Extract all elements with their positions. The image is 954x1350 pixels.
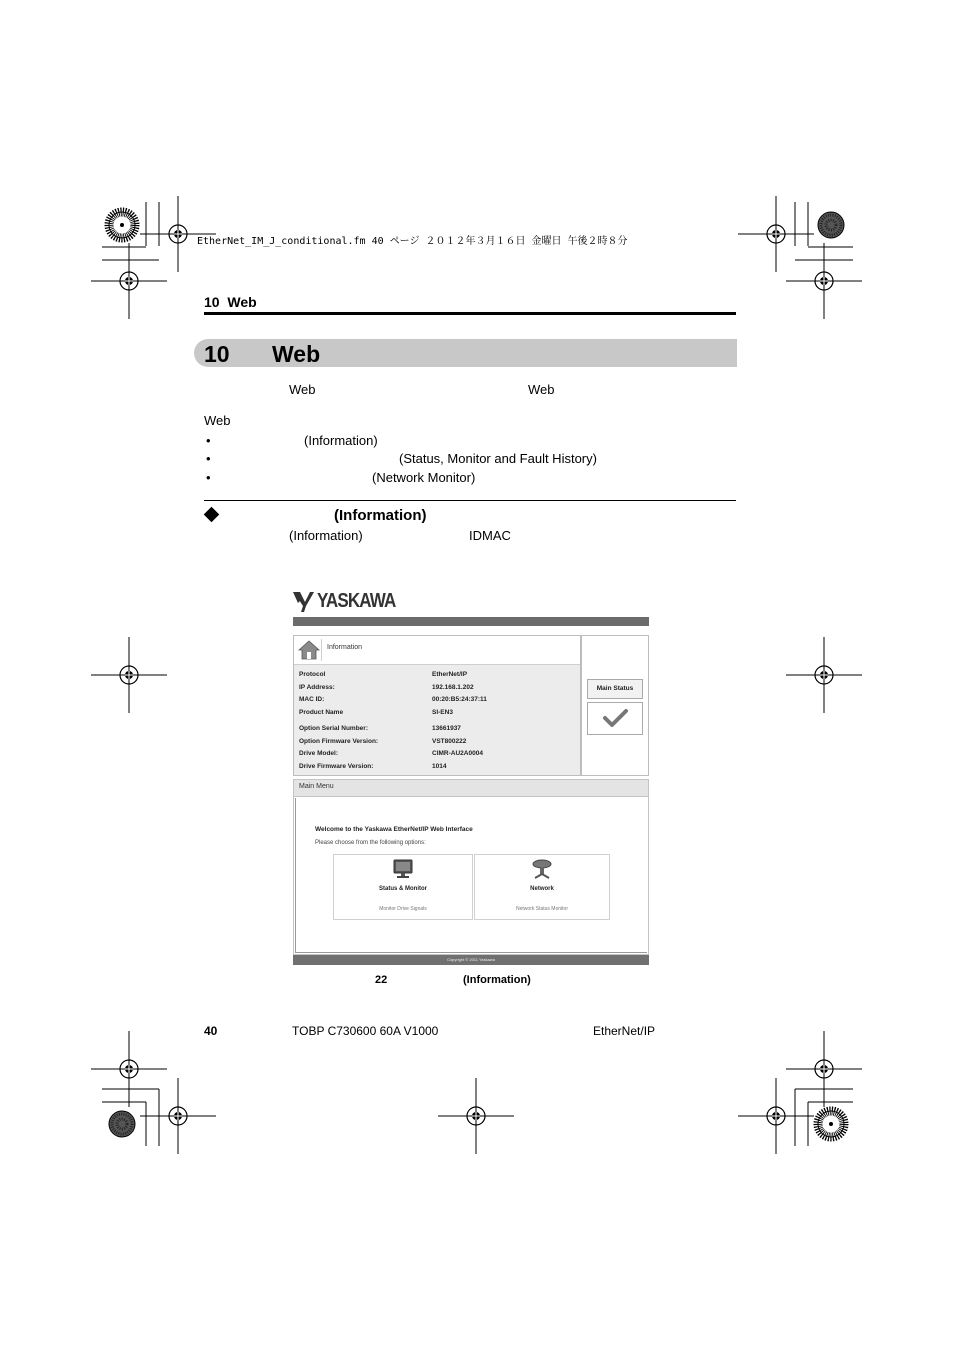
bullet-item: (Status, Monitor and Fault History) [399, 451, 597, 466]
product-name: EtherNet/IP [593, 1024, 656, 1038]
information-title: Information [327, 644, 363, 651]
list-intro: Web [204, 413, 231, 428]
running-header-number: 10 [204, 294, 220, 310]
bullet-mark: • [206, 470, 211, 485]
bullet-item: (Network Monitor) [372, 470, 476, 485]
main-menu-label: Main Menu [299, 783, 334, 790]
status-monitor-sub: Monitor Drive Signals [379, 906, 427, 912]
main-menu-bar [293, 779, 649, 797]
field-label: Option Serial Number: [299, 725, 368, 732]
section-title: (Information) [334, 507, 427, 524]
network-icon [531, 858, 553, 885]
choose-text: Please choose from the following options: [315, 840, 426, 846]
doc-code: TOBP C730600 60A V1000 [292, 1024, 439, 1038]
chapter-title: Web [272, 341, 321, 367]
page-number: 40 [204, 1024, 218, 1038]
yaskawa-logo [293, 588, 409, 614]
section-rule [204, 500, 736, 501]
intro-word-2: Web [528, 382, 555, 397]
logo-text: YASKAWA [317, 589, 396, 612]
running-header [204, 294, 257, 310]
field-label: Protocol [299, 671, 326, 678]
chapter-number: 10 [204, 341, 230, 367]
monitor-icon [392, 858, 414, 885]
field-value: EtherNet/IP [432, 671, 468, 678]
file-header: EtherNet_IM_J_conditional.fm 40 ページ ２０１２年３月１６日 金曜日 午後２時８分 [197, 236, 628, 247]
copyright-text: Copyright © 2011 Yaskawa [447, 957, 495, 962]
header-rule [204, 312, 736, 315]
field-value: CIMR-AU2A0004 [432, 750, 483, 757]
home-icon[interactable] [297, 639, 322, 661]
welcome-text: Welcome to the Yaskawa EtherNet/IP Web Interface [315, 826, 473, 833]
field-value: 00:20:B5:24:37:11 [432, 696, 487, 703]
yaskawa-logo-icon [293, 589, 315, 613]
field-label: Drive Model: [299, 750, 339, 757]
status-ok-button[interactable] [587, 702, 643, 735]
section-text-1: (Information) [289, 528, 363, 543]
header-bar [293, 617, 649, 626]
field-label: IP Address: [299, 684, 335, 691]
figure-title: (Information) [463, 974, 531, 986]
field-value: 192.168.1.202 [432, 684, 474, 691]
field-value: VST800222 [432, 738, 467, 745]
running-header-title: Web [227, 294, 257, 310]
bullet-mark: • [206, 433, 211, 448]
field-label: Drive Firmware Version: [299, 763, 374, 770]
field-value: 1014 [432, 763, 447, 770]
main-status-button[interactable]: Main Status [587, 679, 643, 699]
field-label: Option Firmware Version: [299, 738, 379, 745]
intro-word-1: Web [289, 382, 316, 397]
network-label: Network [530, 886, 554, 892]
figure-number: 22 [375, 974, 388, 986]
field-value: 13661937 [432, 725, 461, 732]
field-value: SI-EN3 [432, 709, 453, 716]
network-sub: Network Status Monitor [516, 906, 568, 912]
status-monitor-label: Status & Monitor [379, 886, 427, 892]
bullet-item: (Information) [304, 433, 378, 448]
field-label: Product Name [299, 709, 344, 716]
field-label: MAC ID: [299, 696, 325, 703]
section-text-2: IDMAC [469, 528, 511, 543]
check-icon [588, 703, 642, 734]
bullet-mark: • [206, 451, 211, 466]
